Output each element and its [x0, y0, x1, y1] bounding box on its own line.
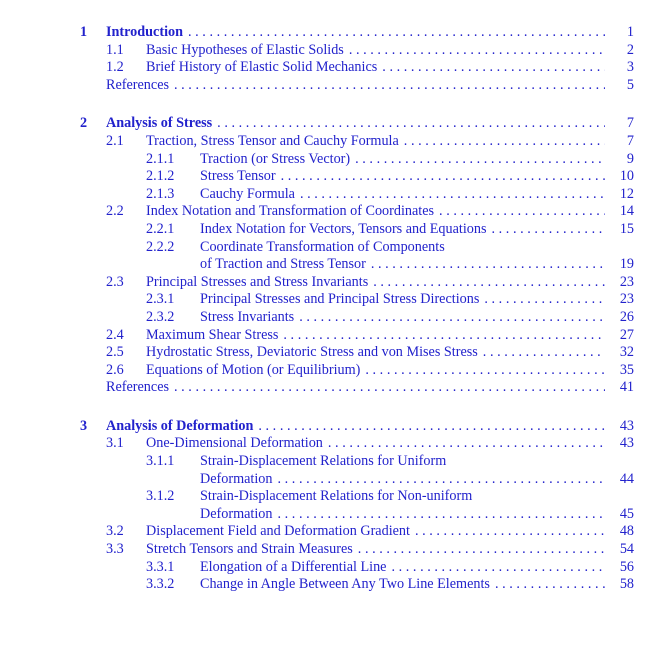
- toc-entry-title: Analysis of Stress: [106, 115, 213, 132]
- toc-entry-title: Brief History of Elastic Solid Mechanics: [146, 59, 378, 76]
- toc-entry-number: 2.6: [106, 361, 124, 378]
- dot-leader: [371, 256, 605, 274]
- dot-leader: [415, 523, 605, 541]
- toc-entry-title: Index Notation for Vectors, Tensors and Equations: [200, 220, 487, 237]
- toc-entry-title: Basic Hypotheses of Elastic Solids: [146, 41, 344, 58]
- toc-entry[interactable]: [0, 327, 634, 345]
- toc-entry-page: 1: [626, 24, 634, 40]
- toc-entry-page: 56: [619, 558, 634, 575]
- dot-leader: [258, 418, 605, 436]
- toc-entry-title: Hydrostatic Stress, Deviatoric Stress and von Mises Stress: [146, 344, 478, 361]
- toc-entry-page: 23: [619, 273, 634, 290]
- toc-entry-number: 2.3: [106, 273, 124, 290]
- toc-entry[interactable]: [0, 151, 634, 169]
- toc-entry-title: Stretch Tensors and Strain Measures: [146, 541, 353, 558]
- toc-entry-title: Displacement Field and Deformation Gradient: [146, 523, 410, 540]
- toc-entry-title: Cauchy Formula: [200, 185, 295, 202]
- toc-entry-title: Principal Stresses and Stress Invariants: [146, 273, 369, 290]
- toc-entry-number: 2.4: [106, 326, 124, 343]
- toc-entry-number: 2: [80, 115, 88, 132]
- toc-entry-page: 44: [619, 470, 634, 487]
- toc-entry[interactable]: [0, 362, 634, 380]
- toc-entry[interactable]: [0, 168, 634, 186]
- toc-entry-page: 35: [619, 361, 634, 378]
- toc-entry-title-continuation: of Traction and Stress Tensor: [200, 256, 366, 273]
- toc-entry-title: Strain-Displacement Relations for Uniform: [200, 453, 447, 470]
- toc-entry[interactable]: [0, 42, 634, 60]
- dot-leader: [484, 291, 605, 309]
- toc-entry-title-continuation: Deformation: [200, 505, 273, 522]
- toc-entry-number: 3.3.2: [146, 576, 175, 593]
- dot-leader: [365, 362, 605, 380]
- toc-entry-number: 2.2: [106, 203, 124, 220]
- toc-entry[interactable]: [0, 541, 634, 559]
- toc-entry-number: 2.1.3: [146, 185, 175, 202]
- dot-leader: [328, 435, 605, 453]
- toc-entry-number: 2.2.1: [146, 220, 175, 237]
- toc-entry[interactable]: [0, 115, 634, 133]
- toc-entry-title: One-Dimensional Deformation: [146, 435, 323, 452]
- toc-entry-number: 1: [80, 24, 88, 40]
- toc-entry-page: 7: [626, 115, 634, 132]
- toc-entry-page: 3: [626, 59, 634, 76]
- toc-entry-number: 1.2: [106, 59, 124, 76]
- toc-entry-page: 27: [619, 326, 634, 343]
- toc-entry-page: 2: [626, 41, 634, 58]
- toc-entry[interactable]: [0, 291, 634, 309]
- toc-entry[interactable]: [0, 203, 634, 221]
- toc-entry-number: 3.2: [106, 523, 124, 540]
- toc-entry-title-continuation: Deformation: [200, 470, 273, 487]
- dot-leader: [349, 42, 605, 60]
- toc-entry[interactable]: [0, 309, 634, 327]
- toc-entry-title: Traction (or Stress Vector): [200, 150, 351, 167]
- toc-entry-title: Stress Tensor: [200, 168, 276, 185]
- toc-entry-page: 54: [619, 541, 634, 558]
- toc-entry-number: 2.2.2: [146, 238, 175, 255]
- toc-entry-title: Analysis of Deformation: [106, 417, 254, 434]
- toc-entry[interactable]: [0, 59, 634, 77]
- dot-leader: [373, 274, 605, 292]
- dot-leader: [439, 203, 605, 221]
- toc-entry[interactable]: [0, 344, 634, 362]
- dot-leader: [495, 576, 605, 594]
- dot-leader: [358, 541, 605, 559]
- toc-entry-page: 41: [619, 379, 634, 396]
- toc-entry[interactable]: [0, 186, 634, 204]
- toc-entry-number: 3.3.1: [146, 558, 175, 575]
- toc-entry[interactable]: [0, 77, 634, 95]
- dot-leader: [174, 77, 605, 95]
- toc-entry[interactable]: [0, 221, 634, 239]
- toc-entry-number: 3.1: [106, 435, 124, 452]
- dot-leader: [300, 186, 605, 204]
- dot-leader: [355, 151, 605, 169]
- dot-leader: [217, 115, 605, 133]
- toc-entry[interactable]: [0, 24, 634, 42]
- toc-entry[interactable]: [0, 453, 634, 471]
- toc-entry[interactable]: [0, 133, 634, 151]
- toc-entry-page: 19: [619, 256, 634, 273]
- toc-entry-page: 23: [619, 291, 634, 308]
- toc-entry-page: 9: [626, 150, 634, 167]
- dot-leader: [188, 24, 605, 42]
- dot-leader: [492, 221, 605, 239]
- toc-entry[interactable]: [0, 488, 634, 506]
- toc-entry-page: 5: [626, 76, 634, 93]
- toc-entry-number: 3: [80, 417, 88, 434]
- toc-entry-title: Maximum Shear Stress: [146, 326, 279, 343]
- dot-leader: [382, 59, 605, 77]
- toc-entry-page: 43: [619, 435, 634, 452]
- toc-entry-page: 48: [619, 523, 634, 540]
- toc-entry-number: 2.3.1: [146, 291, 175, 308]
- toc-entry-title: References: [106, 379, 170, 396]
- toc-entry-page: 15: [619, 220, 634, 237]
- toc-entry-number: 3.3: [106, 541, 124, 558]
- dot-leader: [404, 133, 605, 151]
- toc-entry[interactable]: [0, 418, 634, 436]
- toc-entry-title: Introduction: [106, 24, 183, 40]
- toc-entry-title: Principal Stresses and Principal Stress Directions: [200, 291, 480, 308]
- toc-entry-title: Traction, Stress Tensor and Cauchy Formula: [146, 132, 399, 149]
- toc-entry-title: Elongation of a Differential Line: [200, 558, 387, 575]
- toc-entry-number: 2.1: [106, 132, 124, 149]
- toc-entry-page: 43: [619, 417, 634, 434]
- toc-entry-number: 2.3.2: [146, 308, 175, 325]
- toc-entry[interactable]: [0, 576, 634, 594]
- toc-entry-number: 3.1.2: [146, 488, 175, 505]
- toc-entry-number: 3.1.1: [146, 453, 175, 470]
- toc-entry-title: Index Notation and Transformation of Coordinates: [146, 203, 435, 220]
- dot-leader: [299, 309, 605, 327]
- toc-entry[interactable]: [0, 523, 634, 541]
- toc-entry-page: 12: [619, 185, 634, 202]
- dot-leader: [278, 471, 606, 489]
- dot-leader: [278, 506, 606, 524]
- toc-entry[interactable]: [0, 256, 634, 274]
- toc-entry-page: 32: [619, 344, 634, 361]
- dot-leader: [174, 379, 605, 397]
- toc-entry[interactable]: [0, 471, 634, 489]
- dot-leader: [281, 168, 605, 186]
- dot-leader: [283, 327, 605, 345]
- toc-entry-page: 58: [619, 576, 634, 593]
- toc-entry[interactable]: [0, 239, 634, 257]
- toc-entry[interactable]: [0, 435, 634, 453]
- dot-leader: [483, 344, 605, 362]
- toc-entry-title: References: [106, 76, 170, 93]
- toc-entry-page: 7: [626, 132, 634, 149]
- toc-entry-number: 2.5: [106, 344, 124, 361]
- toc-entry-number: 2.1.2: [146, 168, 175, 185]
- toc-entry-page: 45: [619, 505, 634, 522]
- toc-entry-title: Strain-Displacement Relations for Non-uniform: [200, 488, 473, 505]
- toc-entry-number: 1.1: [106, 41, 124, 58]
- toc-entry[interactable]: [0, 274, 634, 292]
- toc-entry-title: Equations of Motion (or Equilibrium): [146, 361, 361, 378]
- dot-leader: [391, 559, 605, 577]
- toc-entry-number: 2.1.1: [146, 150, 175, 167]
- toc-entry-title: Change in Angle Between Any Two Line Elements: [200, 576, 490, 593]
- toc-entry-title: Stress Invariants: [200, 308, 295, 325]
- toc-entry-page: 14: [619, 203, 634, 220]
- toc-entry[interactable]: [0, 506, 634, 524]
- toc-entry-page: 26: [619, 308, 634, 325]
- toc-entry-page: 10: [619, 168, 634, 185]
- toc-entry[interactable]: [0, 559, 634, 577]
- toc-entry[interactable]: [0, 379, 634, 397]
- toc-entry-title: Coordinate Transformation of Components: [200, 238, 445, 255]
